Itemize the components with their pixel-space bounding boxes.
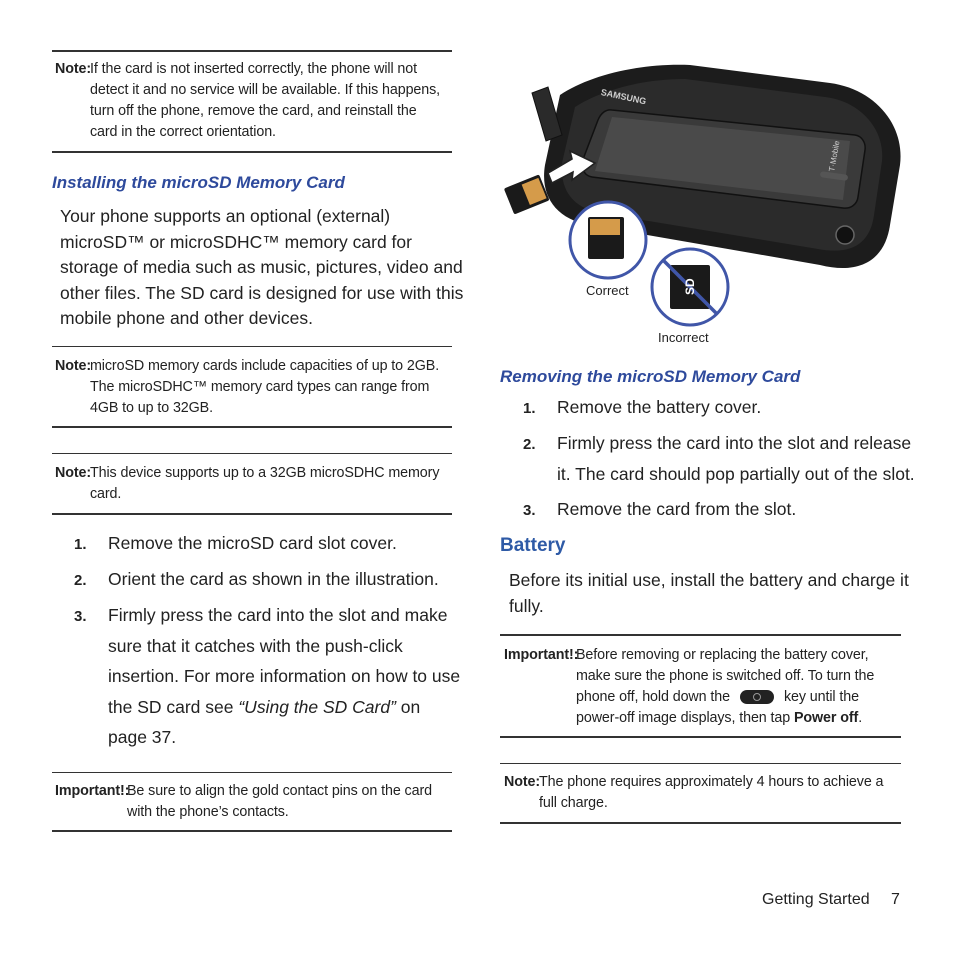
note-line: turn off the phone, remove the card, and reinstall the [90,103,417,119]
step-number: 3. [74,608,87,625]
power-off-label: Power off [793,710,859,726]
step-text [557,392,761,423]
note-line: detect it and no service will be available. If this happens, [90,82,441,98]
note-label: Note: [504,774,541,790]
important-battery-bottom-rule [500,736,901,738]
step-number: 1. [523,400,536,417]
note1-top-rule [52,50,452,52]
paragraph-line: Your phone supports an optional (external) [60,206,391,226]
note-line: The microSDHC™ memory card types can range from [90,379,430,395]
microsd-card-inserting [504,174,550,214]
footer-page-number: 7 [891,891,900,908]
note-capacities [55,356,455,422]
note2-bottom-rule [52,426,452,428]
important-line: Before removing or replacing the battery cover, [576,647,869,663]
brand-label: SAMSUNG [600,87,648,107]
phone-sd-illustration [500,55,905,355]
note-32gb [55,463,455,507]
note-line: This device supports up to a 32GB microSDHC memory [90,465,440,481]
important-line-prefix: phone off, hold down the [576,689,730,705]
step-line: insertion. For more information on how to use [108,666,461,686]
note-line: microSD memory cards include capacities of up to 2GB. [90,358,440,374]
important-line: make sure the phone is switched off. To turn the [576,668,875,684]
note-line: If the card is not inserted correctly, the phone will not [90,61,418,77]
important-line-prefix: power-off image displays, then tap [576,710,794,726]
step-line-prefix: the SD card see [108,696,239,717]
paragraph-line: microSD™ or microSDHC™ memory card for [60,231,412,252]
step-number: 1. [74,536,87,553]
note-charge [504,772,904,816]
step-text [108,600,460,753]
paragraph-line: fully. [509,595,544,616]
footer-section: Getting Started [762,891,870,908]
battery-paragraph [509,568,909,619]
note3-top-rule [52,453,452,454]
important-line-suffix: key until the [783,689,859,705]
note-charge-bottom-rule [500,822,901,824]
carrier-label: T·Mobile [827,140,842,173]
step-number: 2. [74,572,87,589]
step-line: Remove the card from the slot. [557,499,797,519]
battery-heading: Battery [500,535,566,556]
important-line [576,708,862,729]
paragraph-line: other files. The SD card is designed for use with this [60,282,464,303]
step-line: Remove the microSD card slot cover. [108,533,397,553]
note2-top-rule [52,346,452,347]
note-label: Note: [55,61,92,77]
note-label: Note: [55,358,92,374]
important-line: Be sure to align the gold contact pins on the card [127,783,432,799]
step-number: 2. [523,436,536,453]
step-line: Firmly press the card into the slot and release [557,433,912,453]
paragraph-line: Before its initial use, install the battery and charge it [509,570,909,590]
note-line: 4GB to up to 32GB. [90,400,213,416]
step-number: 3. [523,502,536,519]
correct-label: Correct [586,283,629,298]
important-battery-top-rule [500,634,901,636]
important-line: with the phone’s contacts. [127,804,289,820]
paragraph-line: mobile phone and other devices. [60,308,313,328]
important-label: Important!: [504,647,579,663]
power-key-icon [740,690,774,704]
important-bottom-rule [52,830,452,832]
sd-label: SD [683,278,697,295]
removing-heading: Removing the microSD Memory Card [500,367,801,386]
step-line: sure that it catches with the push-click [108,635,403,656]
note-card-orientation [55,59,455,147]
important-line-suffix: . [858,710,863,726]
important-top-rule [52,772,452,773]
step-line: it. The card should pop partially out of the slot. [557,463,915,484]
step-text [557,494,796,525]
paragraph-line: storage of media such as music, pictures, video and [60,257,463,277]
note-charge-top-rule [500,763,901,764]
installing-heading: Installing the microSD Memory Card [52,173,345,192]
important-battery [504,645,904,733]
step-line: Orient the card as shown in the illustration. [108,569,439,589]
step-line: Firmly press the card into the slot and make [108,605,448,625]
note1-bottom-rule [52,151,452,153]
step-text [557,428,915,489]
install-paragraph [60,204,463,332]
step-line: Remove the battery cover. [557,397,762,417]
note3-bottom-rule [52,513,452,515]
step-line-suffix: on [395,696,421,717]
important-gold-pins [55,781,455,825]
incorrect-label: Incorrect [658,330,709,345]
note-line: card. [90,486,122,502]
using-sd-card-link[interactable]: “Using the SD Card” [238,696,396,717]
step-line: page 37. [108,727,177,747]
important-line [576,687,859,708]
note-line: card in the correct orientation. [90,124,276,140]
note-label: Note: [55,465,92,481]
important-label: Important!: [55,783,130,799]
correct-orientation-badge [570,202,646,278]
note-line: full charge. [539,795,608,811]
step-line [108,692,460,723]
note-line: The phone requires approximately 4 hours to achieve a [539,774,884,790]
step-text [108,528,397,559]
step-text [108,564,439,595]
